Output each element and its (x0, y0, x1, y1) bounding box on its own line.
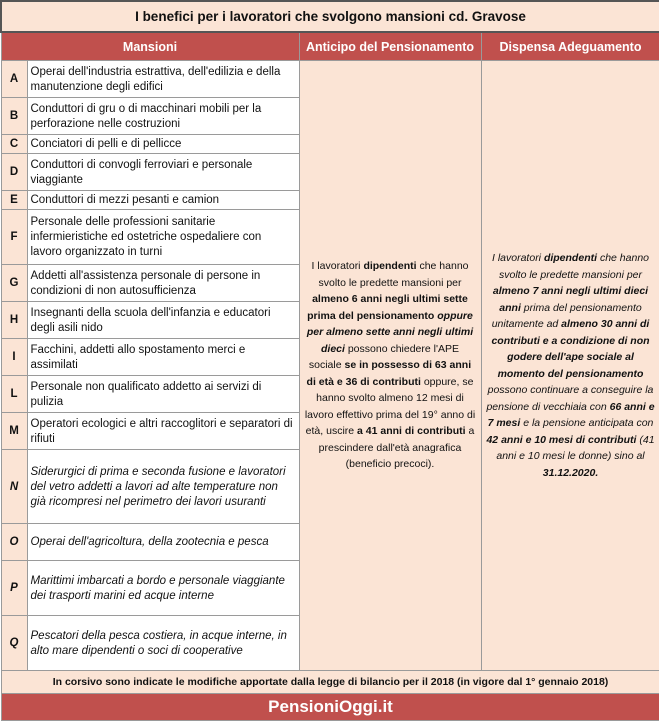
row-letter: Q (1, 616, 27, 671)
row-description: Facchini, addetti allo spostamento merci e assimilati (27, 339, 299, 376)
header-mansioni: Mansioni (1, 32, 299, 61)
header-anticipo: Anticipo del Pensionamento (299, 32, 481, 61)
row-letter: B (1, 98, 27, 135)
row-description: Conciatori di pelli e di pellicce (27, 135, 299, 154)
row-description: Addetti all'assistenza personale di persone in condizioni di non autosufficienza (27, 265, 299, 302)
footnote: In corsivo sono indicate le modifiche apportate dalla legge di bilancio per il 2018 (in vigore dal 1° gennaio 2018) (1, 671, 659, 694)
anticipo-cell (299, 61, 481, 671)
row-letter: A (1, 61, 27, 98)
row-letter: E (1, 191, 27, 210)
row-description: Operai dell'industria estrattiva, dell'edilizia e della manutenzione degli edifici (27, 61, 299, 98)
dispensa-text: I lavoratori dipendenti che hanno svolto le predette mansioni per almeno 7 anni negli ultimi dieci anni prima del pensionamento unitamente ad almeno 30 anni di contributi e a condizione di non godere dell'ape sociale al momento del pensionamento possono continuare a conseguire la pensione di vecchiaia con 66 anni e 7 mesi e la pensione anticipata con 42 anni e 10 mesi di contributi (41 anni e 10 mesi le donne) sino al 31.12.2020. (486, 252, 655, 479)
anticipo-text: I lavoratori dipendenti che hanno svolto le predette mansioni per almeno 6 anni negli ultimi sette prima del pensionamento oppure per almeno sette anni negli ultimi dieci possono chiedere l'APE sociale se in possesso di 63 anni di età e 36 di contributi oppure, se hanno svolto almeno 12 mesi di lavoro effettivo prima del 19° anno di età, uscire a 41 anni di contributi a prescindere dall'età anagrafica (beneficio precoci). (304, 260, 476, 471)
row-description: Conduttori di convogli ferroviari e personale viaggiante (27, 154, 299, 191)
row-description: Personale non qualificato addetto ai servizi di pulizia (27, 376, 299, 413)
table-title: I benefici per i lavoratori che svolgono mansioni cd. Gravose (1, 1, 659, 32)
row-letter: F (1, 210, 27, 265)
row-description: Operatori ecologici e altri raccoglitori e separatori di rifiuti (27, 413, 299, 450)
row-description: Conduttori di mezzi pesanti e camion (27, 191, 299, 210)
row-letter: L (1, 376, 27, 413)
row-description: Operai dell'agricoltura, della zootecnia e pesca (27, 524, 299, 561)
brand-footer: PensioniOggi.it (1, 694, 659, 721)
row-letter: O (1, 524, 27, 561)
row-description: Marittimi imbarcati a bordo e personale viaggiante dei trasporti marini ed acque interne (27, 561, 299, 616)
row-description: Conduttori di gru o di macchinari mobili per la perforazione nelle costruzioni (27, 98, 299, 135)
header-dispensa: Dispensa Adeguamento (481, 32, 659, 61)
row-description: Personale delle professioni sanitarie infermieristiche ed ostetriche ospedaliere con lavoro organizzato in turni (27, 210, 299, 265)
row-description: Siderurgici di prima e seconda fusione e lavoratori del vetro addetti a lavori ad alte temperature non già ricompresi nel perimetro dei lavori usuranti (27, 450, 299, 524)
dispensa-cell (481, 61, 659, 671)
row-letter: G (1, 265, 27, 302)
row-letter: H (1, 302, 27, 339)
row-letter: I (1, 339, 27, 376)
row-description: Pescatori della pesca costiera, in acque interne, in alto mare dipendenti o soci di cooperative (27, 616, 299, 671)
row-letter: C (1, 135, 27, 154)
row-letter: N (1, 450, 27, 524)
row-letter: D (1, 154, 27, 191)
row-description: Insegnanti della scuola dell'infanzia e educatori degli asili nido (27, 302, 299, 339)
row-letter: P (1, 561, 27, 616)
row-letter: M (1, 413, 27, 450)
table-row (1, 61, 659, 98)
